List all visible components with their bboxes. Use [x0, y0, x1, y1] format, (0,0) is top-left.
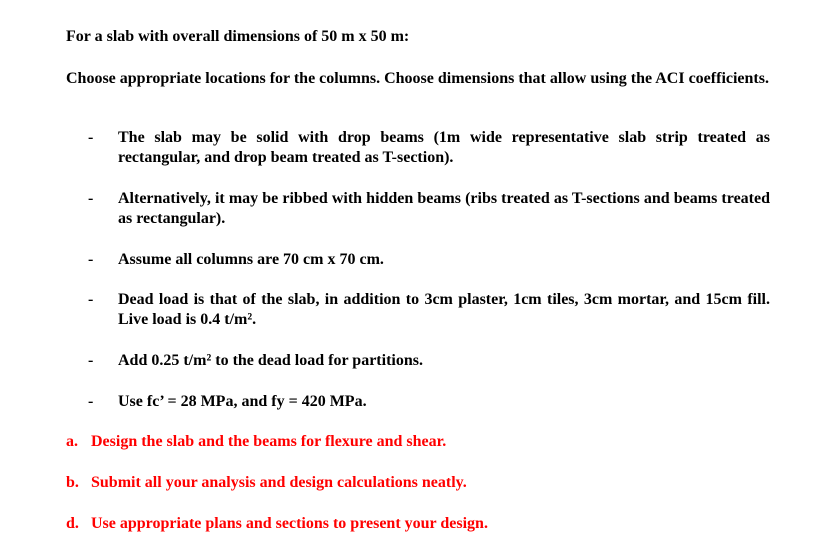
task-text: Design the slab and the beams for flexure and shear. — [91, 433, 447, 450]
bullet-text: Use fc’ = 28 MPa, and fy = 420 MPa. — [118, 393, 367, 410]
task-item-submit — [66, 473, 467, 493]
task-letter: b. — [66, 474, 79, 491]
bullet-dash: - — [88, 393, 94, 410]
bullet-text: Dead load is that of the slab, in addition to 3cm plaster, 1cm tiles, 3cm mortar, and 15cm fill. Live load is 0.4 t/m². — [118, 291, 770, 328]
task-letter: d. — [66, 515, 79, 532]
task-letter: a. — [66, 433, 78, 450]
bullet-dash: - — [88, 352, 94, 369]
bullet-text: Alternatively, it may be ribbed with hidden beams (ribs treated as T-sections and beams treated as rectangular). — [118, 190, 770, 227]
bullet-dash: - — [88, 291, 94, 308]
intro-paragraph: Choose appropriate locations for the columns. Choose dimensions that allow using the ACI coefficients. — [66, 70, 769, 87]
assignment-heading: For a slab with overall dimensions of 50 m x 50 m: — [66, 28, 410, 45]
bullet-text: Assume all columns are 70 cm x 70 cm. — [118, 251, 384, 268]
bullet-dash: - — [88, 129, 94, 146]
task-text: Submit all your analysis and design calculations neatly. — [91, 474, 467, 491]
task-text: Use appropriate plans and sections to present your design. — [91, 515, 488, 532]
task-item-plans — [66, 514, 488, 534]
task-item-design — [66, 432, 446, 452]
bullet-text: The slab may be solid with drop beams (1m wide representative slab strip treated as rectangular, and drop beam treated as T-section). — [118, 129, 770, 166]
bullet-dash: - — [88, 251, 94, 268]
bullet-text: Add 0.25 t/m² to the dead load for partitions. — [118, 352, 423, 369]
bullet-dash: - — [88, 190, 94, 207]
